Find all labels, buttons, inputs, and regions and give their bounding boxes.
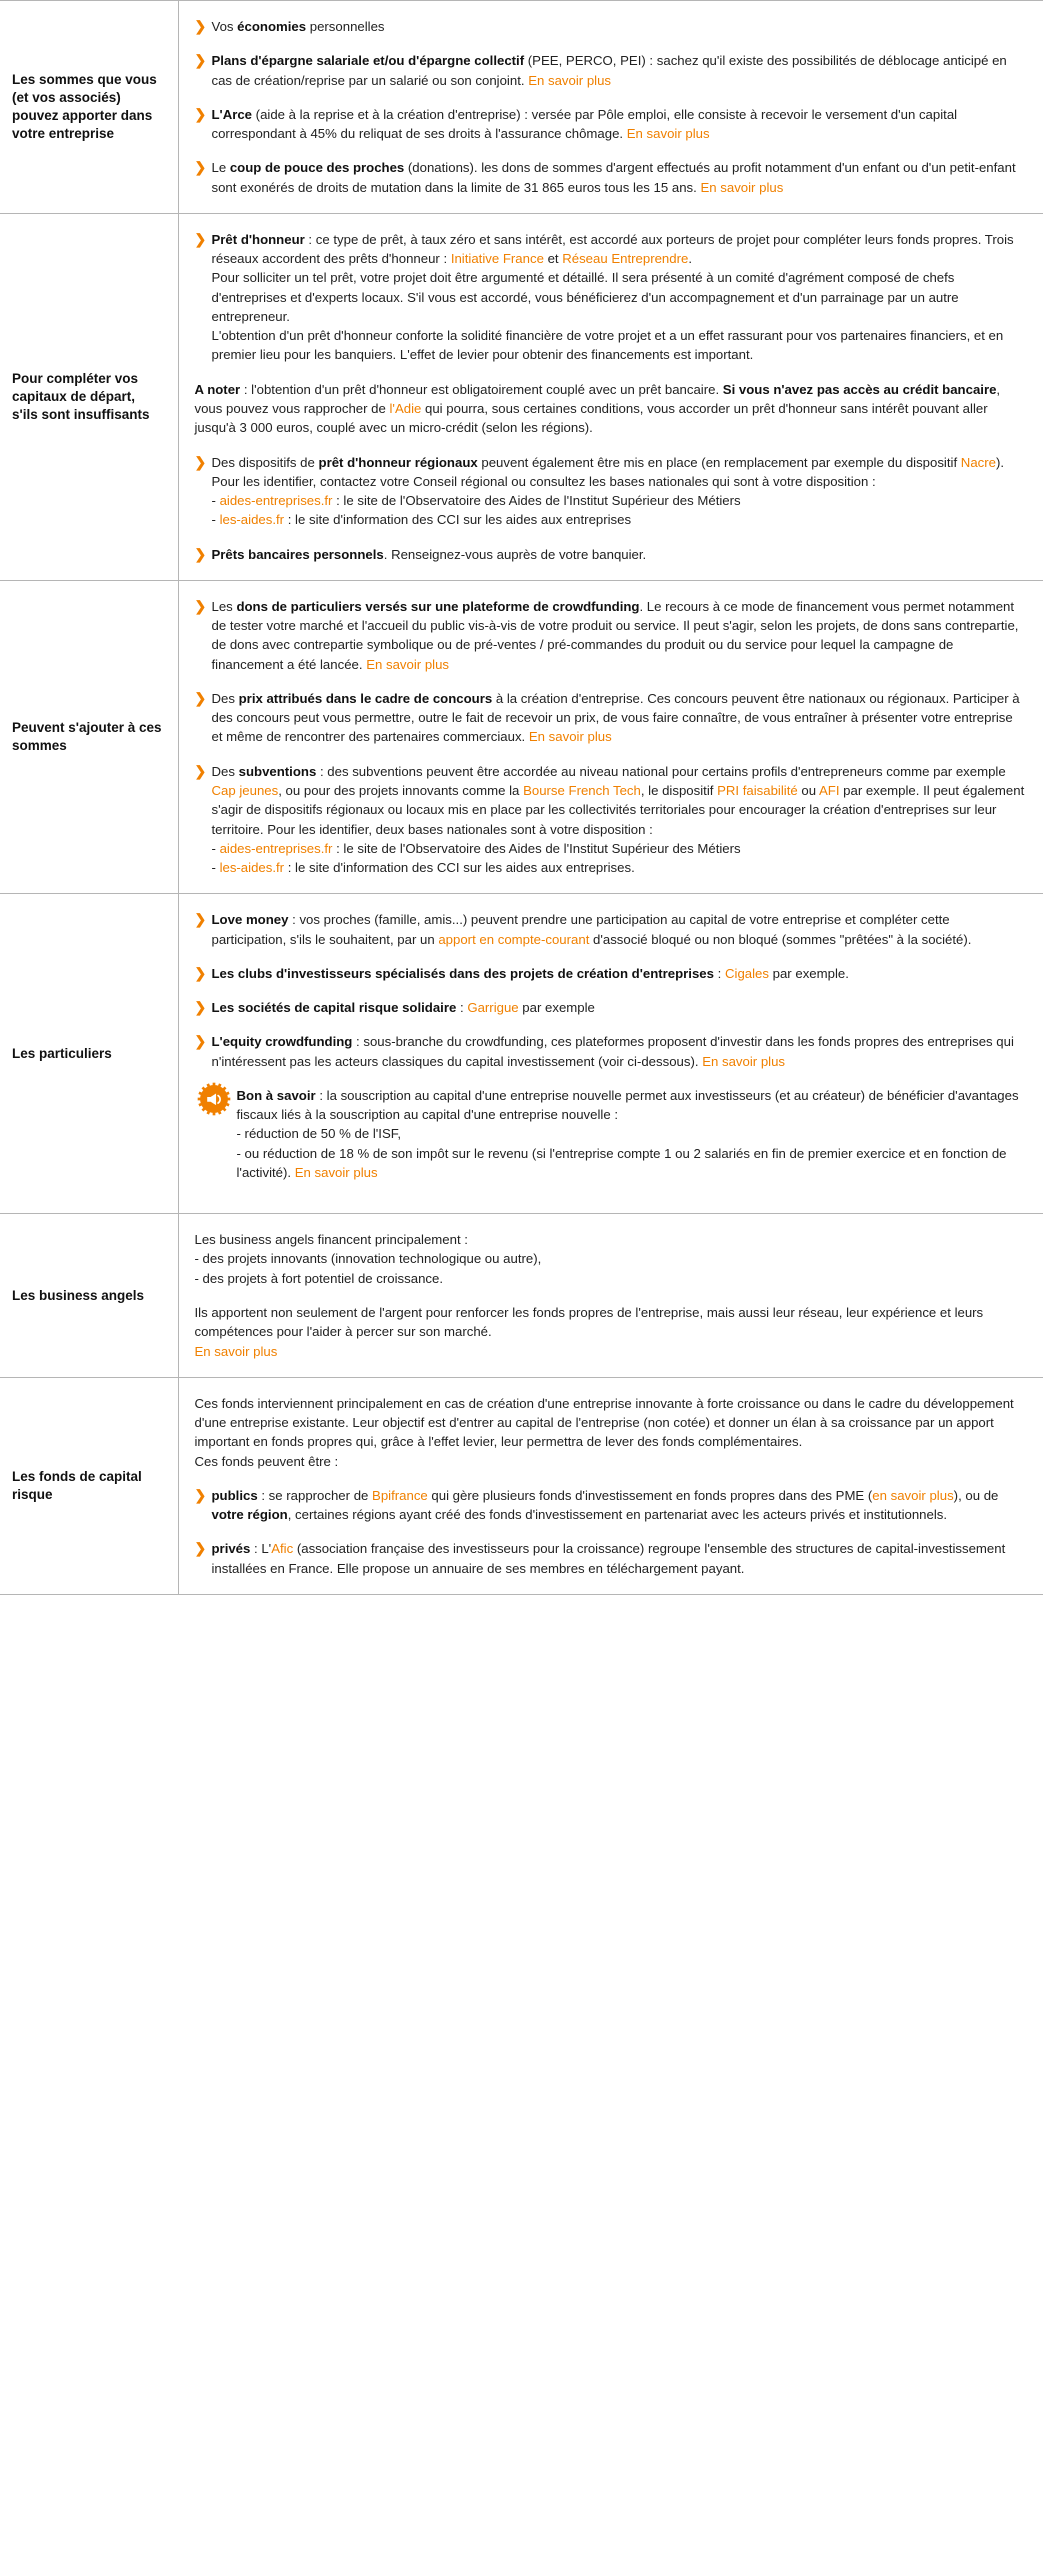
emphasis: L'equity crowdfunding	[211, 1034, 353, 1050]
list-item-text: Plans d'épargne salariale et/ou d'épargne collectif (PEE, PERCO, PEI) : sachez qu'il existe des possibilités de déblocage anticipé en cas de création/reprise par un salarié ou son conjoint. En savoir plus	[211, 53, 1007, 88]
en-savoir-plus-link[interactable]: En savoir plus	[626, 126, 710, 142]
list-item	[195, 762, 1028, 878]
paragraph: Les business angels financent principalement :	[194, 1232, 468, 1248]
table-row	[0, 580, 1043, 893]
table-row	[0, 1214, 1043, 1378]
list-item-text: Les dons de particuliers versés sur une plateforme de crowdfunding. Le recours à ce mode de financement vous permet notamment de tester votre marché et l'accueil du public vis-à-vis de votre produit ou service. Il peut s'agir, selon les projets, de dons sans contrepartie, de dons avec contrepartie symbolique ou de pré-ventes / pré-commandes du produit ou du service pour lequel la campagne de financement a été lancée. En savoir plus	[211, 598, 1019, 672]
row-content-fonds-capital-risque	[178, 1377, 1043, 1594]
row-content-peuvent-sajouter	[178, 580, 1043, 893]
chevron-right-icon: ❯	[194, 964, 207, 981]
nacre-link[interactable]: Nacre	[960, 454, 996, 470]
emphasis: Si vous n'avez pas accès au crédit bancaire	[722, 381, 997, 397]
paragraph: Pour solliciter un tel prêt, votre projet doit être argumenté et détaillé. Il sera présenté à un comité d'agrément composé de chefs d'entreprises et d'experts locaux. S'il vous est accordé, vous bénéficierez d'un accompagnement et d'un parrainage par un autre entrepreneur.	[211, 270, 959, 324]
emphasis: dons de particuliers versés sur une plateforme de crowdfunding	[236, 598, 640, 614]
chevron-right-icon: ❯	[194, 911, 207, 928]
cap-jeunes-link[interactable]: Cap jeunes	[211, 782, 279, 798]
en-savoir-plus-link[interactable]: En savoir plus	[294, 1164, 378, 1180]
chevron-right-icon: ❯	[194, 1540, 207, 1557]
list-item-text: privés : L'Afic (association française des investisseurs pour la croissance) regroupe l'ensemble des structures de capital-investissement installées en France. Elle propose un annuaire de ses membres en téléchargement payant.	[211, 1541, 1006, 1576]
list-item	[195, 1486, 1028, 1525]
chevron-right-icon: ❯	[194, 1033, 207, 1050]
table-row	[0, 1377, 1043, 1594]
list-item	[195, 105, 1028, 144]
table-row	[0, 213, 1043, 580]
emphasis: privés	[211, 1541, 251, 1557]
list-item-text: Les sociétés de capital risque solidaire : Garrigue par exemple	[211, 1000, 595, 1016]
sub-line: - les-aides.fr : le site d'information des CCI sur les aides aux entreprises	[211, 512, 632, 528]
paragraph-group	[195, 1230, 1028, 1288]
a-noter-note	[195, 380, 1028, 438]
emphasis: Plans d'épargne salariale et/ou d'épargne collectif	[211, 53, 525, 69]
en-savoir-plus-link[interactable]: En savoir plus	[194, 1343, 278, 1359]
cigales-link[interactable]: Cigales	[724, 965, 769, 981]
bon-a-savoir-block	[195, 1086, 1028, 1182]
a-noter-text: A noter : l'obtention d'un prêt d'honneur est obligatoirement couplé avec un prêt bancaire. Si vous n'avez pas accès au crédit bancaire, vous pouvez vous rapprocher de l'Adie qui pourra, sous certaines conditions, vous accorder un prêt d'honneur sans intérêt pouvant aller jusqu'à 3 000 euros, couplé avec un micro-crédit (selon les régions).	[194, 381, 1001, 436]
emphasis: Prêt d'honneur	[211, 231, 305, 247]
reseau-entreprendre-link[interactable]: Réseau Entreprendre	[562, 251, 689, 267]
row-label-les-particuliers: Les particuliers	[0, 894, 178, 1214]
list-item	[195, 1539, 1028, 1578]
row-label-peuvent-sajouter: Peuvent s'ajouter à ces sommes	[0, 580, 178, 893]
row-label-sommes-apporter: Les sommes que vous (et vos associés) pouvez apporter dans votre entreprise	[0, 1, 178, 214]
chevron-right-icon: ❯	[194, 545, 207, 562]
row-label-fonds-capital-risque: Les fonds de capital risque	[0, 1377, 178, 1594]
row-content-completer-capitaux	[178, 213, 1043, 580]
aides-entreprises-link[interactable]: aides-entreprises.fr	[219, 493, 333, 509]
list-item	[195, 158, 1028, 197]
pri-faisabilite-link[interactable]: PRI faisabilité	[717, 782, 798, 798]
bon-a-savoir-text: Bon à savoir : la souscription au capital d'une entreprise nouvelle permet aux investisseurs (et au créateur) de bénéficier d'avantages fiscaux liés à la souscription au capital d'une entreprise nouvelle :	[236, 1087, 1019, 1123]
row-content-sommes-apporter	[178, 1, 1043, 214]
chevron-right-icon: ❯	[194, 689, 207, 706]
list-item-text: Le coup de pouce des proches (donations). les dons de sommes d'argent effectués au profit notamment d'un enfant ou d'un petit-enfant sont exonérés de droits de mutation dans la limite de 31 865 euros tous les 15 ans. En savoir plus	[211, 160, 1016, 195]
en-savoir-plus-link[interactable]: En savoir plus	[700, 179, 784, 195]
initiative-france-link[interactable]: Initiative France	[450, 251, 544, 267]
paragraph	[195, 1342, 1028, 1361]
list-item	[195, 689, 1028, 747]
list-item	[195, 910, 1028, 949]
list-item	[195, 545, 1028, 564]
aides-entreprises-link[interactable]: aides-entreprises.fr	[219, 840, 333, 856]
list-item-text: Des dispositifs de prêt d'honneur régionaux peuvent également être mis en place (en remplacement par exemple du dispositif Nacre). Pour les identifier, contactez votre Conseil régional ou consultez les bases nationales qui sont à votre disposition :	[211, 454, 1005, 489]
emphasis: Les sociétés de capital risque solidaire	[211, 1000, 457, 1016]
chevron-right-icon: ❯	[194, 597, 207, 614]
en-savoir-plus-link[interactable]: En savoir plus	[528, 72, 612, 88]
chevron-right-icon: ❯	[194, 762, 207, 779]
list-item-text: Prêt d'honneur : ce type de prêt, à taux zéro et sans intérêt, est accordé aux porteurs de projet pour compléter leurs fonds propres. Trois réseaux accordent des prêts d'honneur : Initiative France et Réseau Entreprendre.	[211, 231, 1014, 267]
en-savoir-plus-link[interactable]: En savoir plus	[528, 729, 612, 745]
emphasis: A noter	[194, 381, 241, 397]
list-item	[195, 1032, 1028, 1071]
table-body	[0, 1, 1043, 1595]
list-item-text: Des subventions : des subventions peuvent être accordée au niveau national pour certains profils d'entrepreneurs comme par exemple Cap jeunes, ou pour des projets innovants comme la Bourse French Tech, le dispositif PRI faisabilité ou AFI par exemple. Il peut également s'agir de dispositifs régionaux ou locaux mis en place par les collectivités territoriales pour encourager la création d'entreprises sur leur territoire. Pour les identifier, deux bases nationales sont à votre disposition :	[211, 763, 1025, 837]
list-item	[195, 597, 1028, 674]
list-item-text: L'Arce (aide à la reprise et à la création d'entreprise) : versée par Pôle emploi, elle consiste à recevoir le versement d'un capital correspondant à 45% du reliquat de ses droits à l'assurance chômage. En savoir plus	[211, 106, 958, 142]
chevron-right-icon: ❯	[194, 159, 207, 176]
bourse-french-tech-link[interactable]: Bourse French Tech	[523, 782, 641, 798]
paragraph: Ces fonds peuvent être :	[194, 1453, 339, 1469]
row-label-business-angels: Les business angels	[0, 1214, 178, 1378]
en-savoir-plus-link[interactable]: en savoir plus	[872, 1487, 954, 1503]
sub-line: - aides-entreprises.fr : le site de l'Observatoire des Aides de l'Institut Supérieur des Métiers	[211, 493, 741, 509]
sub-line: - ou réduction de 18 % de son impôt sur le revenu (si l'entreprise compte 1 ou 2 salariés en fin de premier exercice et en fonction de l'activité). En savoir plus	[236, 1145, 1007, 1180]
emphasis: prêt d'honneur régionaux	[318, 454, 478, 470]
garrigue-link[interactable]: Garrigue	[467, 1000, 519, 1016]
afi-link[interactable]: AFI	[819, 782, 840, 798]
chevron-right-icon: ❯	[194, 105, 207, 122]
les-aides-link[interactable]: les-aides.fr	[219, 512, 285, 528]
chevron-right-icon: ❯	[194, 230, 207, 247]
adie-link[interactable]: l'Adie	[389, 400, 422, 416]
emphasis: Love money	[211, 912, 289, 928]
list-item	[195, 453, 1028, 530]
paragraph-group	[195, 1394, 1028, 1471]
emphasis: Prêts bancaires personnels	[211, 546, 384, 562]
bpifrance-link[interactable]: Bpifrance	[372, 1487, 428, 1503]
emphasis: économies	[237, 19, 307, 34]
list-item	[195, 964, 1028, 983]
paragraph: L'obtention d'un prêt d'honneur conforte la solidité financière de votre projet et a un effet rassurant pour vos partenaires financiers, et en premier lieu pour les banquiers. L'effet de levier pour obtenir des financements est important.	[211, 328, 1004, 363]
row-label-completer-capitaux: Pour compléter vos capitaux de départ, s'ils sont insuffisants	[0, 213, 178, 580]
emphasis: prix attribués dans le cadre de concours	[238, 690, 493, 706]
row-content-business-angels	[178, 1214, 1043, 1378]
list-item-text: Vos économies personnelles	[211, 19, 385, 34]
emphasis: subventions	[238, 763, 317, 779]
emphasis: Les clubs d'investisseurs spécialisés dans des projets de création d'entreprises	[211, 965, 714, 981]
list-item-text: L'equity crowdfunding : sous-branche du crowdfunding, ces plateformes proposent d'investir dans les fonds propres des entreprises qui n'intéressent pas les acteurs classiques du capital investissement (voir ci-dessous). En savoir plus	[211, 1034, 1014, 1069]
list-item	[195, 230, 1028, 365]
table-row	[0, 894, 1043, 1214]
paragraph-group	[195, 1303, 1028, 1361]
emphasis: votre région	[211, 1507, 288, 1523]
chevron-right-icon: ❯	[194, 999, 207, 1016]
apport-compte-courant-link[interactable]: apport en compte-courant	[438, 931, 590, 947]
list-item-text: Des prix attribués dans le cadre de concours à la création d'entreprise. Ces concours peuvent être nationaux ou régionaux. Participer à des concours peut vous permettre, outre le fait de recevoir un prix, de vous faire connaître, de vous entraîner à présenter votre entreprise et même de rencontrer des partenaires commerciaux. En savoir plus	[211, 690, 1020, 745]
emphasis: coup de pouce des proches	[229, 160, 405, 176]
chevron-right-icon: ❯	[194, 52, 207, 69]
paragraph: Ces fonds interviennent principalement en cas de création d'une entreprise innovante à forte croissance ou dans le cadre du développement d'une entreprise existante. Leur objectif est d'entrer au capital de l'entreprise (non cotée) et donner un élan à sa croissance par un apport important en fonds propres qui, grâce à l'effet levier, leur permettra de lever des fonds complémentaires.	[194, 1395, 1014, 1450]
sub-line: - les-aides.fr : le site d'information des CCI sur les aides aux entreprises.	[211, 860, 635, 876]
en-savoir-plus-link[interactable]: En savoir plus	[702, 1053, 786, 1069]
en-savoir-plus-link[interactable]: En savoir plus	[366, 656, 450, 672]
chevron-right-icon: ❯	[194, 18, 207, 34]
row-content-les-particuliers	[178, 894, 1043, 1214]
emphasis: Bon à savoir	[236, 1087, 316, 1103]
paragraph: - des projets innovants (innovation technologique ou autre),	[194, 1251, 542, 1267]
afic-link[interactable]: Afic	[271, 1541, 294, 1557]
paragraph: Ils apportent non seulement de l'argent pour renforcer les fonds propres de l'entreprise, mais aussi leur réseau, leur expérience et leurs compétences pour l'aider à percer sur son marché.	[194, 1305, 984, 1340]
list-item	[195, 17, 1028, 36]
chevron-right-icon: ❯	[194, 453, 207, 470]
list-item	[195, 51, 1028, 90]
paragraph: - des projets à fort potentiel de croissance.	[194, 1270, 443, 1286]
emphasis: publics	[211, 1487, 258, 1503]
les-aides-link[interactable]: les-aides.fr	[219, 860, 285, 876]
list-item-text: Les clubs d'investisseurs spécialisés dans des projets de création d'entreprises : Cigales par exemple.	[211, 965, 849, 981]
list-item	[195, 998, 1028, 1017]
sub-line: - aides-entreprises.fr : le site de l'Observatoire des Aides de l'Institut Supérieur des Métiers	[211, 840, 741, 856]
table-row	[0, 1, 1043, 214]
list-item-text: Love money : vos proches (famille, amis...) peuvent prendre une participation au capital de votre entreprise et compléter cette participation, s'ils le souhaitent, par un apport en compte-courant d'associé bloqué ou non bloqué (sommes "prêtées" à la société).	[211, 912, 972, 947]
bon-a-savoir-megaphone-starburst-icon	[197, 1082, 231, 1116]
list-item-text: Prêts bancaires personnels. Renseignez-vous auprès de votre banquier.	[211, 546, 647, 562]
emphasis: L'Arce	[211, 106, 253, 122]
chevron-right-icon: ❯	[194, 1486, 207, 1503]
sub-line: - réduction de 50 % de l'ISF,	[236, 1126, 402, 1142]
list-item-text: publics : se rapprocher de Bpifrance qui gère plusieurs fonds d'investissement en fonds propres dans des PME (en savoir plus), ou de votre région, certaines régions ayant créé des fonds d'investissement en partenariat avec les acteurs privés et institutionnels.	[211, 1487, 999, 1523]
